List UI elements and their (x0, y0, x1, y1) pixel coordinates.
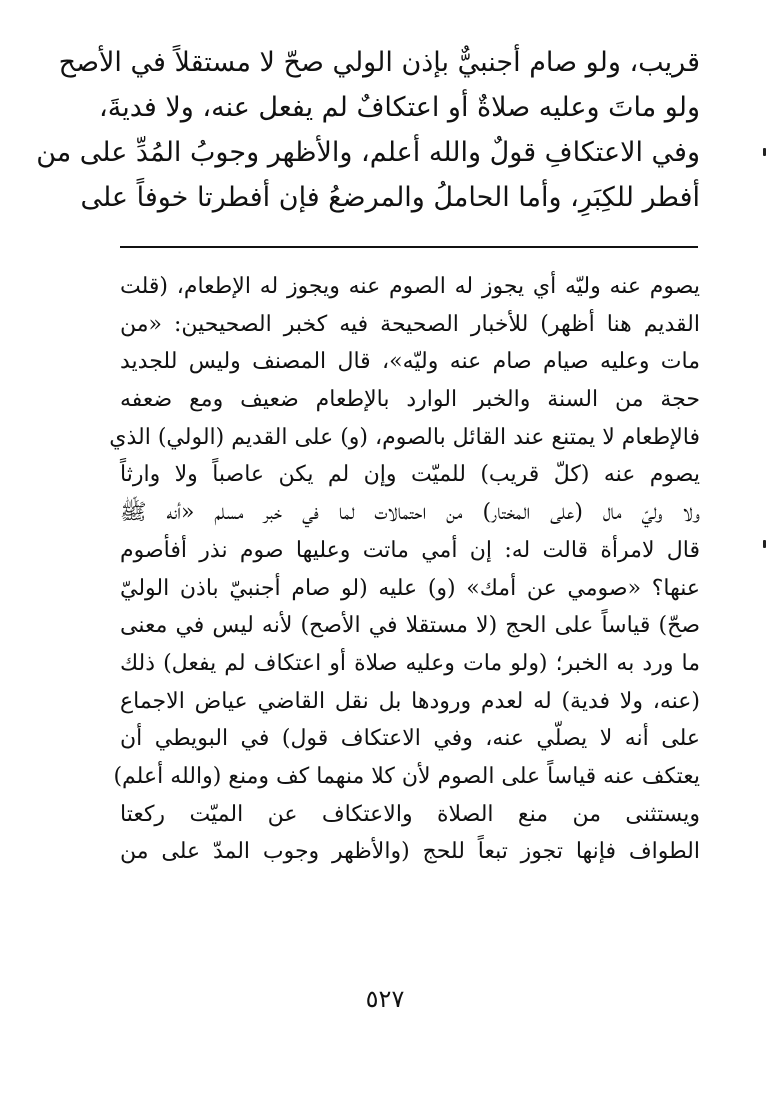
commentary-line: يصوم عنه وليّه أي يجوز له الصوم عنه ويجوز له الإطعام، (قلت (120, 274, 700, 299)
page-number: ٥٢٧ (365, 985, 405, 1013)
commentary-line: القديم هنا أظهر) للأخبار الصحيحة فيه كخبر الصحيحين: «من (120, 311, 700, 337)
commentary-line: ما ورد به الخبر؛ (ولو مات وعليه صلاة أو اعتكاف لم يفعل) ذلك (120, 650, 700, 676)
commentary-line: عنها؟ «صومي عن أمك» (و) عليه (لو صام أجنبيّ باذن الوليّ (120, 575, 700, 601)
commentary-line: يعتكف عنه قياساً على الصوم لأن كلا منهما كف ومنع (والله أعلم) (113, 763, 700, 789)
commentary-line: مات وعليه صيام صام عنه وليّه»، قال المصنف وليس للجديد (120, 349, 700, 375)
main-text-block (36, 40, 700, 220)
margin-mark (763, 540, 766, 548)
commentary-line: على أنه لا يصلّي عنه، وفي الاعتكاف قول) في البويطي أن (120, 726, 700, 752)
commentary-line: يصوم عنه (كلّ قريب) للميّت وإن لم يكن عاصباً ولا وارثاً (120, 462, 700, 488)
section-divider (120, 246, 698, 248)
commentary-line: قال لامرأة قالت له: إن أمي ماتت وعليها صوم نذر أفأصوم (120, 537, 700, 563)
margin-mark (763, 148, 766, 156)
main-text-line: وفي الاعتكافِ قولٌ والله أعلم، والأظهر وجوبُ المُدِّ على من (36, 137, 700, 168)
main-text-line: ولو ماتَ وعليه صلاةٌ أو اعتكافٌ لم يفعل عنه، ولا فديةَ، (99, 92, 700, 123)
commentary-line: ولا وليّ مال (على المختار) من احتمالات لما في خبر مسلم «أنه ﷺ (120, 500, 700, 526)
commentary-line: ويستثنى من منع الصلاة والاعتكاف عن الميّت ركعتا (120, 801, 700, 827)
commentary-line: صحّ) قياساً على الحج (لا مستقلا في الأصح) لأنه ليس في معنى (120, 613, 700, 639)
main-text-line: أفطر للكِبَرِ، وأما الحاملُ والمرضعُ فإن أفطرتا خوفاً على (80, 182, 700, 213)
commentary-line: حجة من السنة والخبر الوارد بالإطعام ضعيف ومع ضعفه (120, 387, 700, 413)
commentary-block (109, 268, 700, 871)
commentary-line: (عنه، ولا فدية) له لعدم ورودها بل نقل القاضي عياض الاجماع (120, 688, 700, 714)
commentary-line: الطواف فإنها تجوز تبعاً للحج (والأظهر وجوب المدّ على من (120, 839, 700, 865)
main-text-line: قريب، ولو صام أجنبيٌّ بإذن الولي صحّ لا مستقلاً في الأصح (58, 47, 700, 78)
commentary-line: فالإطعام لا يمتنع عند القائل بالصوم، (و) على القديم (الولي) الذي (109, 424, 700, 450)
